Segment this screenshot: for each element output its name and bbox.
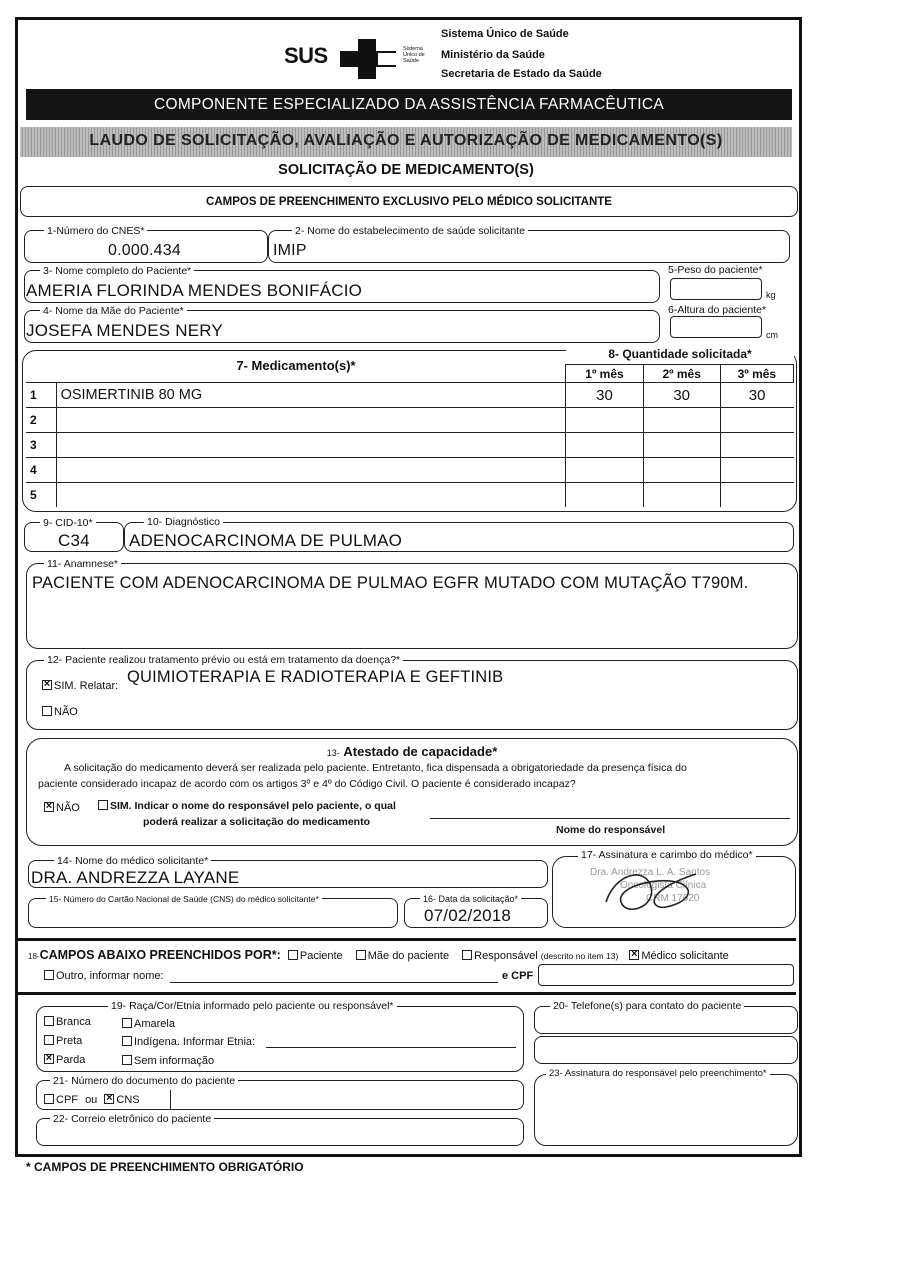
form-title: SOLICITAÇÃO DE MEDICAMENTO(S) xyxy=(278,162,534,178)
qty-header xyxy=(566,347,794,361)
qty-month-3[interactable] xyxy=(720,458,793,483)
qty-month-1[interactable] xyxy=(566,458,643,483)
nao-label: NÃO xyxy=(54,706,78,718)
mae-checkbox[interactable] xyxy=(356,950,366,960)
peso-label: 5-Peso do paciente* xyxy=(668,264,763,276)
table-row xyxy=(26,408,794,433)
atestado-text1: A solicitação do medicamento deverá ser realizada pelo paciente. Entretanto, fica dispensada a obrigatoriedade da presença física do xyxy=(64,762,687,774)
raca-branca[interactable] xyxy=(44,1016,91,1028)
peso-input[interactable] xyxy=(670,278,762,300)
sim-checkbox[interactable] xyxy=(42,680,52,690)
qty-month-2[interactable] xyxy=(643,433,720,458)
outro-label: Outro, informar nome: xyxy=(56,970,164,982)
nao-checkbox[interactable] xyxy=(42,706,52,716)
atestado-nao-checkbox[interactable] xyxy=(44,802,54,812)
documento-divider xyxy=(170,1090,171,1110)
atestado-sim-label: SIM. Indicar o nome do responsável pelo paciente, o qual xyxy=(110,800,396,812)
cpf-label: CPF xyxy=(56,1094,78,1106)
medication-name[interactable]: OSIMERTINIB 80 MG xyxy=(56,383,566,408)
row-number: 4 xyxy=(26,458,56,483)
raca-label: 19- Raça/Cor/Etnia informado pelo paciente ou responsável* xyxy=(108,1000,397,1012)
sem-info-checkbox[interactable] xyxy=(122,1055,132,1065)
qty-month-1[interactable] xyxy=(566,433,643,458)
diag-label: 10- Diagnóstico xyxy=(144,516,223,528)
sus-small-text: Sistema Único de Saúde xyxy=(403,46,425,64)
documento-options xyxy=(44,1094,140,1106)
medicamentos-table xyxy=(26,364,794,507)
anamnese-value: PACIENTE COM ADENOCARCINOMA DE PULMAO EGFR MUTADO COM MUTAÇÃO T790M. xyxy=(32,574,749,592)
qty-month-2[interactable] xyxy=(643,408,720,433)
qty-month-2[interactable]: 30 xyxy=(643,383,720,408)
indigena-label: Indígena. Informar Etnia: xyxy=(134,1036,256,1048)
estab-value: IMIP xyxy=(273,242,307,259)
responsavel-option-note: (descrito no item 13) xyxy=(540,951,619,961)
subbanner: LAUDO DE SOLICITAÇÃO, AVALIAÇÃO E AUTORIZAÇÃO DE MEDICAMENTO(S) xyxy=(89,132,723,149)
medico-option-label: Médico solicitante xyxy=(641,950,729,962)
row-number: 3 xyxy=(26,433,56,458)
preenchido-num: 18- xyxy=(28,952,40,961)
row-number: 2 xyxy=(26,408,56,433)
data-value: 07/02/2018 xyxy=(424,906,512,925)
stamp-line1: Dra. Andrezza L. A. Santos xyxy=(590,867,711,878)
qty-month-2[interactable] xyxy=(643,483,720,508)
row-number: 5 xyxy=(26,483,56,508)
peso-unit: kg xyxy=(766,290,776,300)
atestado-text2: paciente considerado incapaz de acordo com os artigos 3º e 4º do Código Civil. O paciente é considerado incapaz? xyxy=(38,778,576,790)
assin-resp-label: 23- Assinatura do responsável pelo preenchimento* xyxy=(546,1068,770,1080)
responsavel-checkbox[interactable] xyxy=(462,950,472,960)
medico-nome-value: DRA. ANDREZZA LAYANE xyxy=(31,868,240,887)
branca-label: Branca xyxy=(56,1016,91,1028)
raca-indigena[interactable] xyxy=(122,1036,255,1048)
month-1-header: 1º mês xyxy=(566,365,643,383)
parda-checkbox[interactable] xyxy=(44,1054,54,1064)
mae-label: 4- Nome da Mãe do Paciente* xyxy=(40,305,187,317)
medicamentos-header-label: 7- Medicamento(s)* xyxy=(236,358,356,373)
paciente-label: 3- Nome completo do Paciente* xyxy=(40,265,194,277)
responsavel-option-label: Responsável xyxy=(474,950,538,962)
month-2-header: 2º mês xyxy=(643,365,720,383)
data-label: 16- Data da solicitação* xyxy=(420,893,521,905)
altura-label: 6-Altura do paciente* xyxy=(668,304,767,316)
outro-cpf-input[interactable] xyxy=(538,964,794,986)
branca-checkbox[interactable] xyxy=(44,1016,54,1026)
sus-logo xyxy=(284,39,404,79)
preenchido-title: CAMPOS ABAIXO PREENCHIDOS POR*: xyxy=(39,948,281,962)
preenchido-responsavel[interactable] xyxy=(462,950,626,962)
amarela-checkbox[interactable] xyxy=(122,1018,132,1028)
preta-label: Preta xyxy=(56,1035,83,1047)
sim-label: SIM. Relatar: xyxy=(54,680,119,692)
outro-nome-line xyxy=(170,982,498,983)
medico-cns-label: 15- Número do Cartão Nacional de Saúde (CNS) do médico solicitante* xyxy=(46,893,322,905)
raca-parda[interactable] xyxy=(44,1054,85,1066)
table-row xyxy=(26,383,794,408)
atestado-title xyxy=(26,744,798,759)
qty-month-3[interactable] xyxy=(720,433,793,458)
cpf-checkbox[interactable] xyxy=(44,1094,54,1104)
cnes-value: 0.000.434 xyxy=(108,242,181,259)
email-label: 22- Correio eletrônico do paciente xyxy=(50,1113,214,1125)
etnia-line xyxy=(266,1047,516,1048)
banner: COMPONENTE ESPECIALIZADO DA ASSISTÊNCIA FARMACÊUTICA xyxy=(26,89,792,120)
responsavel-label: Nome do responsável xyxy=(556,824,666,836)
mae-option-label: Mãe do paciente xyxy=(367,950,450,962)
raca-amarela[interactable] xyxy=(122,1018,175,1030)
tratamento-sim-option[interactable] xyxy=(42,680,118,692)
cross-icon xyxy=(340,39,396,79)
tratamento-label: 12- Paciente realizou tratamento prévio ou está em tratamento da doença?* xyxy=(44,654,403,666)
indigena-checkbox[interactable] xyxy=(122,1036,132,1046)
atestado-sim-label2: poderá realizar a solicitação do medicamento xyxy=(143,816,370,828)
preenchido-row xyxy=(28,948,729,962)
cid-value: C34 xyxy=(58,531,90,550)
header-line1: Sistema Único de Saúde xyxy=(441,28,569,40)
qty-month-1[interactable]: 30 xyxy=(566,383,643,408)
responsavel-line xyxy=(430,818,790,819)
preta-checkbox[interactable] xyxy=(44,1035,54,1045)
estab-label: 2- Nome do estabelecimento de saúde solicitante xyxy=(292,225,528,237)
paciente-option-label: Paciente xyxy=(299,950,343,962)
altura-input[interactable] xyxy=(670,316,762,338)
stamp-line3: CRM 17620 xyxy=(646,893,700,904)
doc-cpf-option[interactable] xyxy=(44,1094,78,1106)
cid-label: 9- CID-10* xyxy=(40,517,96,529)
sus-logo-text: SUS xyxy=(284,43,328,68)
atestado-title-text: Atestado de capacidade* xyxy=(343,744,498,759)
qty-header-label: 8- Quantidade solicitada* xyxy=(608,347,752,361)
atestado-nao-option[interactable] xyxy=(44,802,80,814)
table-header-num xyxy=(26,365,56,383)
signature-icon xyxy=(596,862,716,922)
doc-cns-option[interactable] xyxy=(104,1094,139,1106)
telefone-label: 20- Telefone(s) para contato do paciente xyxy=(550,1000,744,1012)
table-row xyxy=(26,483,794,508)
medication-name[interactable] xyxy=(56,433,566,458)
medico-checkbox[interactable] xyxy=(629,950,639,960)
mae-value: JOSEFA MENDES NERY xyxy=(26,321,223,340)
paciente-checkbox[interactable] xyxy=(288,950,298,960)
preenchido-divider-bottom xyxy=(18,992,796,995)
cns-checkbox[interactable] xyxy=(104,1094,114,1104)
raca-box xyxy=(36,1006,524,1072)
anamnese-label: 11- Anamnese* xyxy=(44,558,121,570)
raca-sem-info[interactable] xyxy=(122,1055,214,1067)
qty-month-1[interactable] xyxy=(566,483,643,508)
documento-label: 21- Número do documento do paciente xyxy=(50,1075,238,1087)
qty-month-3[interactable] xyxy=(720,408,793,433)
sem-info-label: Sem informação xyxy=(134,1055,215,1067)
preenchido-medico[interactable] xyxy=(629,950,728,962)
month-3-header: 3º mês xyxy=(720,365,793,383)
medication-name[interactable] xyxy=(56,458,566,483)
table-row xyxy=(26,458,794,483)
amarela-label: Amarela xyxy=(134,1018,175,1030)
qty-month-3[interactable]: 30 xyxy=(720,383,793,408)
stamp-line2: Oncologista Clínica xyxy=(620,880,707,891)
paciente-value: AMERIA FLORINDA MENDES BONIFÁCIO xyxy=(26,281,363,300)
atestado-sim-option[interactable] xyxy=(98,800,396,812)
qty-month-1[interactable] xyxy=(566,408,643,433)
table-row xyxy=(26,433,794,458)
outro-checkbox[interactable] xyxy=(44,970,54,980)
header-line2: Ministério da Saúde xyxy=(441,49,545,61)
parda-label: Parda xyxy=(56,1054,86,1066)
form-subtitle: CAMPOS DE PREENCHIMENTO EXCLUSIVO PELO MÉDICO SOLICITANTE xyxy=(206,196,612,208)
qty-month-2[interactable] xyxy=(643,458,720,483)
footer-note: * CAMPOS DE PREENCHIMENTO OBRIGATÓRIO xyxy=(26,1160,304,1174)
header-line3: Secretaria de Estado da Saúde xyxy=(441,68,602,80)
assin-resp-box[interactable] xyxy=(534,1074,798,1146)
tratamento-sim-value: QUIMIOTERAPIA E RADIOTERAPIA E GEFTINIB xyxy=(127,668,504,686)
outro-cpf-label: e CPF xyxy=(502,970,534,982)
doc-ou: ou xyxy=(85,1094,98,1106)
raca-preta[interactable] xyxy=(44,1035,82,1047)
table-header-row xyxy=(26,365,794,383)
cns-label: CNS xyxy=(116,1094,140,1106)
atestado-title-num: 13- xyxy=(326,748,340,758)
tratamento-nao-option[interactable] xyxy=(42,706,78,718)
preenchido-paciente[interactable] xyxy=(288,950,353,962)
assinatura-label: 17- Assinatura e carimbo do médico* xyxy=(578,849,756,861)
cnes-label: 1-Número do CNES* xyxy=(44,225,147,237)
preenchido-divider-top xyxy=(18,938,796,941)
atestado-nao-label: NÃO xyxy=(56,802,80,814)
preenchido-mae[interactable] xyxy=(356,950,459,962)
medication-name[interactable] xyxy=(56,408,566,433)
atestado-sim-checkbox[interactable] xyxy=(98,800,108,810)
table-header-name xyxy=(56,365,566,383)
preenchido-outro[interactable] xyxy=(44,970,164,982)
medication-name[interactable] xyxy=(56,483,566,508)
telefone-box-2[interactable] xyxy=(534,1036,798,1064)
diag-value: ADENOCARCINOMA DE PULMAO xyxy=(129,531,403,550)
row-number: 1 xyxy=(26,383,56,408)
altura-unit: cm xyxy=(766,330,778,340)
medico-nome-label: 14- Nome do médico solicitante* xyxy=(54,855,211,867)
qty-month-3[interactable] xyxy=(720,483,793,508)
